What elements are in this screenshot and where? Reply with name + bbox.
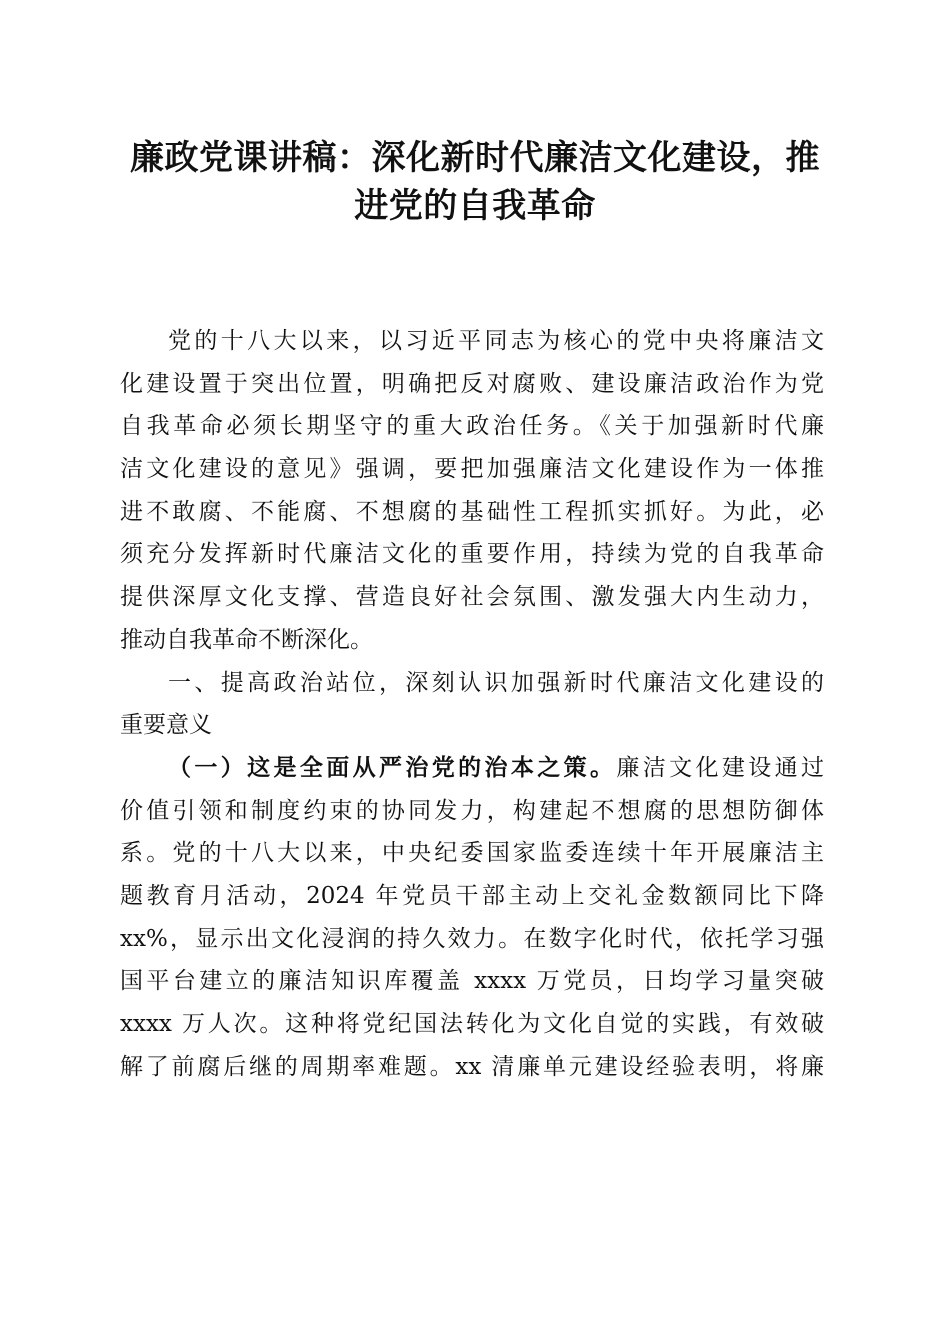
paragraph-text: 廉洁文化建设通过 (616, 754, 824, 781)
section-heading-line: 一、提高政治站位，深刻认识加强新时代廉洁文化建设的 (168, 669, 824, 696)
paragraph-line (120, 747, 824, 790)
paragraph-line: 化建设置于突出位置，明确把反对腐败、建设廉洁政治作为党 (120, 370, 824, 397)
paragraph-line: 推动自我革命不断深化。 (120, 626, 373, 653)
section-heading-line: 重要意义 (120, 712, 212, 739)
subsection-heading: （一）这是全面从严治党的治本之策。 (168, 753, 617, 781)
document-title (110, 134, 840, 230)
paragraph-line: 党的十八大以来，以习近平同志为核心的党中央将廉洁文 (168, 328, 824, 354)
title-line: 进党的自我革命 (354, 186, 596, 226)
paragraph-line: 解了前腐后继的周期率难题。xx 清廉单元建设经验表明，将廉 (120, 1053, 824, 1080)
paragraph-line: 题教育月活动，2024 年党员干部主动上交礼金数额同比下降 (120, 882, 824, 909)
paragraph-line: xx%，显示出文化浸润的持久效力。在数字化时代，依托学习强 (120, 925, 824, 952)
document-body (120, 320, 824, 1088)
paragraph-line: 价值引领和制度约束的协同发力，构建起不想腐的思想防御体 (120, 797, 824, 824)
paragraph-line: 国平台建立的廉洁知识库覆盖 xxxx 万党员，日均学习量突破 (120, 968, 824, 995)
paragraph-line: xxxx 万人次。这种将党纪国法转化为文化自觉的实践，有效破 (120, 1011, 824, 1037)
paragraph-line: 须充分发挥新时代廉洁文化的重要作用，持续为党的自我革命 (120, 541, 824, 568)
paragraph-line: 自我革命必须长期坚守的重大政治任务。《关于加强新时代廉 (120, 413, 824, 440)
paragraph-line: 系。党的十八大以来，中央纪委国家监委连续十年开展廉洁主 (120, 840, 824, 867)
title-line: 廉政党课讲稿：深化新时代廉洁文化建设，推 (130, 138, 820, 178)
paragraph-line: 洁文化建设的意见》强调，要把加强廉洁文化建设作为一体推 (120, 456, 824, 483)
paragraph-line: 进不敢腐、不能腐、不想腐的基础性工程抓实抓好。为此，必 (120, 498, 824, 525)
paragraph-line: 提供深厚文化支撑、营造良好社会氛围、激发强大内生动力， (120, 584, 824, 611)
